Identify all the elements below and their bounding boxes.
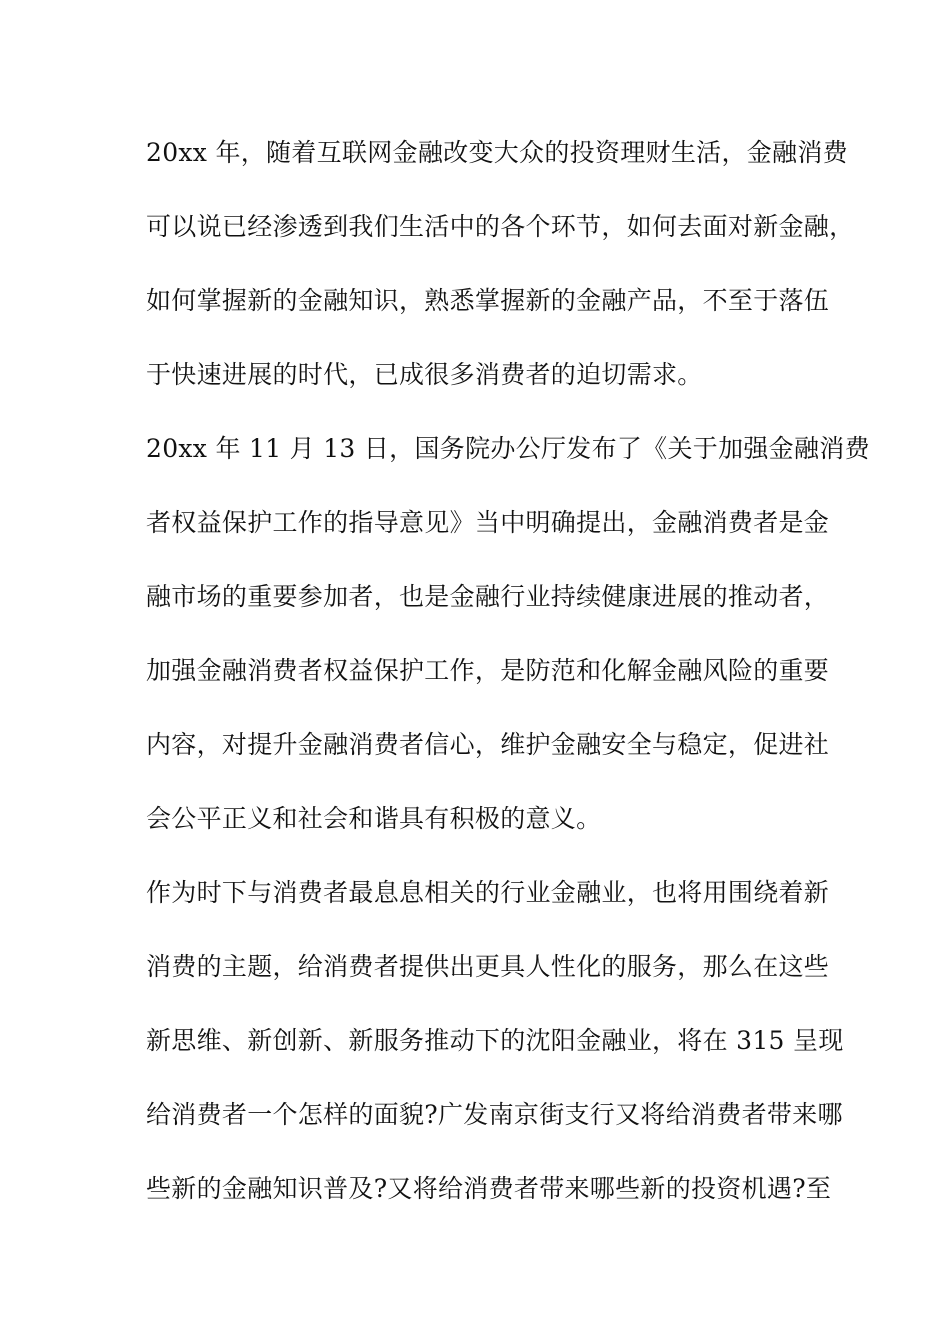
text-line: 给消费者一个怎样的面貌?广发南京街支行又将给消费者带来哪 bbox=[146, 1100, 843, 1129]
text-line: 于快速进展的时代，已成很多消费者的迫切需求。 bbox=[146, 360, 703, 389]
text-line: 消费的主题，给消费者提供出更具人性化的服务，那么在这些 bbox=[146, 952, 830, 981]
text-line: 加强金融消费者权益保护工作，是防范和化解金融风险的重要 bbox=[146, 656, 830, 685]
text-line: 可以说已经渗透到我们生活中的各个环节，如何去面对新金融， bbox=[146, 212, 855, 241]
text-line: 20xx 年 11 月 13 日，国务院办公厅发布了《关于加强金融消费 bbox=[146, 434, 870, 463]
text-line: 如何掌握新的金融知识，熟悉掌握新的金融产品，不至于落伍 bbox=[146, 286, 830, 315]
text-line: 者权益保护工作的指导意见》当中明确提出，金融消费者是金 bbox=[146, 508, 830, 537]
text-line: 些新的金融知识普及?又将给消费者带来哪些新的投资机遇?至 bbox=[146, 1174, 832, 1203]
text-line: 内容，对提升金融消费者信心，维护金融安全与稳定，促进社 bbox=[146, 730, 830, 759]
text-line: 新思维、新创新、新服务推动下的沈阳金融业，将在 315 呈现 bbox=[146, 1026, 844, 1055]
text-line: 20xx 年，随着互联网金融改变大众的投资理财生活，金融消费 bbox=[146, 138, 848, 167]
text-line: 融市场的重要参加者，也是金融行业持续健康进展的推动者， bbox=[146, 582, 830, 611]
text-line: 作为时下与消费者最息息相关的行业金融业，也将用围绕着新 bbox=[146, 878, 830, 907]
text-line: 会公平正义和社会和谐具有积极的意义。 bbox=[146, 804, 602, 833]
